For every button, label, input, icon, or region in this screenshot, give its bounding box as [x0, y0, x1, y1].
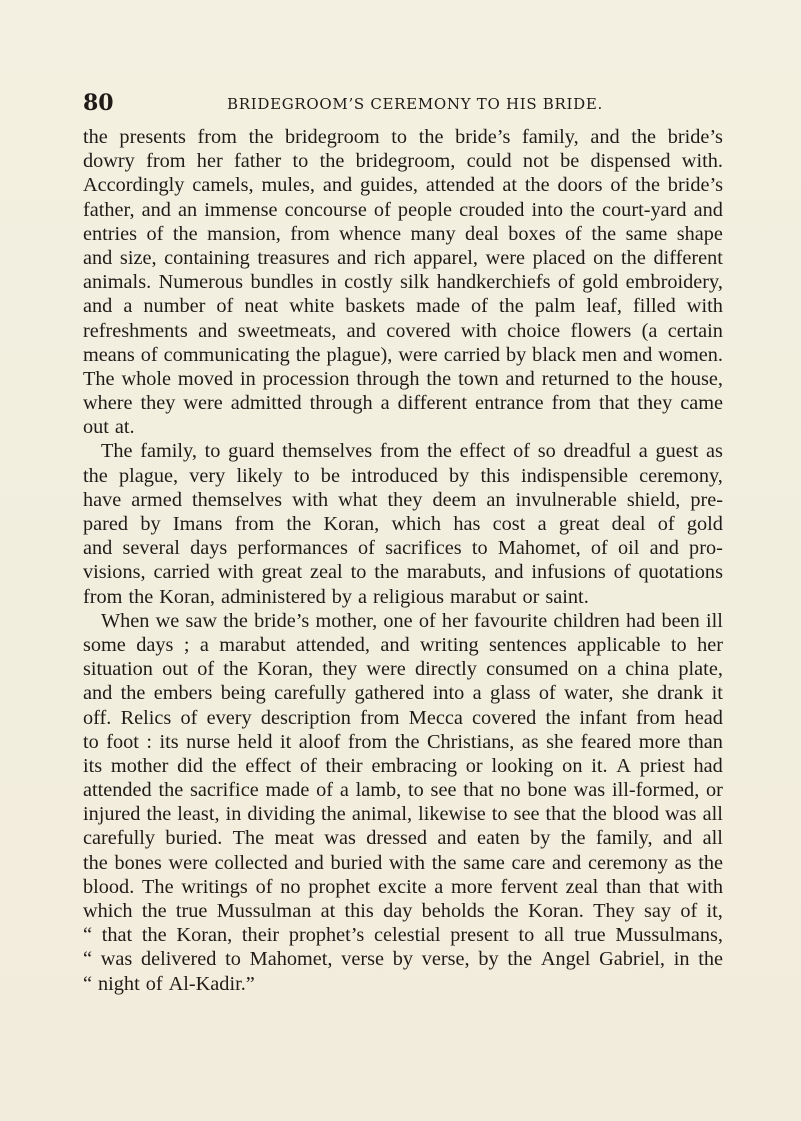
text-line: animals. Numerous bundles in costly silk handkerchiefs of gold embroidery,: [83, 271, 723, 294]
text-line: blood. The writings of no prophet excite a more fervent zeal than that with: [83, 875, 723, 898]
text-line: “ was delivered to Mahomet, verse by verse, by the Angel Gabriel, in the: [83, 948, 723, 971]
text-line: When we saw the bride’s mother, one of her favourite children had been ill: [101, 609, 723, 632]
text-line: Accordingly camels, mules, and guides, attended at the doors of the bride’s: [83, 174, 723, 197]
text-line: the bones were collected and buried with the same care and ceremony as the: [83, 851, 723, 874]
text-line: The whole moved in procession through the town and returned to the house,: [83, 367, 723, 390]
text-line: and the embers being carefully gathered into a glass of water, she drank it: [83, 682, 723, 705]
text-line: situation out of the Koran, they were directly consumed on a china plate,: [83, 658, 723, 681]
text-line: entries of the mansion, from whence many deal boxes of the same shape: [83, 222, 723, 245]
text-line: pared by Imans from the Koran, which has cost a great deal of gold: [83, 513, 723, 535]
text-line: which the true Mussulman at this day beholds the Koran. They say of it,: [83, 900, 723, 922]
text-line: the presents from the bridegroom to the bride’s family, and the bride’s: [83, 126, 723, 148]
text-line: its mother did the effect of their embracing or looking on it. A priest had: [83, 754, 723, 777]
text-line: to foot : its nurse held it aloof from the Christians, as she feared more than: [83, 730, 723, 753]
text-line: carefully buried. The meat was dressed and eaten by the family, and all: [83, 827, 723, 850]
text-line: out at.: [83, 416, 135, 439]
text-line: injured the least, in dividing the animal, likewise to see that the blood was all: [83, 803, 723, 826]
text-line: the plague, very likely to be introduced by this indispensible ceremony,: [83, 464, 723, 487]
text-line: have armed themselves with what they deem an invulnerable shield, pre-: [83, 488, 723, 511]
text-line: and a number of neat white baskets made of the palm leaf, filled with: [83, 295, 723, 318]
text-line: visions, carried with great zeal to the marabuts, and infusions of quotations: [83, 561, 723, 584]
text-line: The family, to guard themselves from the effect of so dreadful a guest as: [101, 440, 723, 463]
text-line: off. Relics of every description from Mecca covered the infant from head: [83, 706, 723, 729]
text-line: where they were admitted through a different entrance from that they came: [83, 392, 723, 415]
text-line: and several days performances of sacrifices to Mahomet, of oil and pro-: [83, 537, 723, 560]
text-line: from the Koran, administered by a religious marabut or saint.: [83, 585, 589, 608]
text-line: refreshments and sweetmeats, and covered with choice flowers (a certain: [83, 319, 723, 342]
text-line: father, and an immense concourse of people crouded into the court-yard and: [83, 198, 723, 221]
text-line: “ night of Al-Kadir.”: [83, 972, 255, 995]
page-number: 80: [83, 90, 114, 116]
text-line: means of communicating the plague), were carried by black men and women.: [83, 343, 723, 366]
text-line: dowry from her father to the bridegroom, could not be dispensed with.: [83, 150, 723, 173]
body-text: [83, 125, 723, 996]
running-head: BRIDEGROOM’S CEREMONY TO HIS BRIDE.: [227, 95, 603, 113]
text-line: some days ; a marabut attended, and writing sentences applicable to her: [83, 633, 723, 656]
page-header: [83, 90, 723, 116]
text-line: and size, containing treasures and rich apparel, were placed on the different: [83, 246, 723, 269]
text-line: “ that the Koran, their prophet’s celestial present to all true Mussulmans,: [83, 924, 723, 947]
text-line: attended the sacrifice made of a lamb, to see that no bone was ill-formed, or: [83, 779, 723, 802]
